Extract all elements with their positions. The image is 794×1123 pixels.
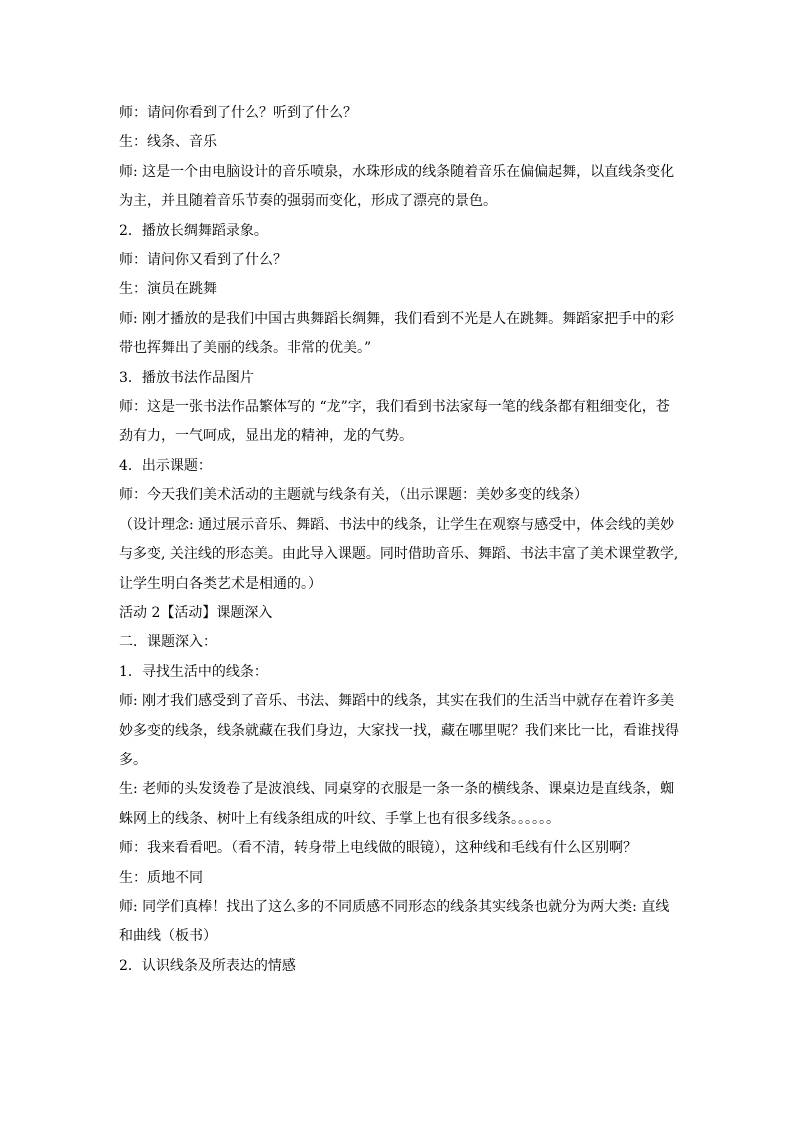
text-line: 3．播放书法作品图片 <box>119 369 254 386</box>
text-line: 多。 <box>119 751 147 768</box>
text-line: 师: 刚才我们感受到了音乐、书法、舞蹈中的线条，其实在我们的生活当中就存在着许多美 <box>119 693 675 710</box>
text-line: 师：这是一张书法作品繁体写的 “龙”字，我们看到书法家每一笔的线条都有粗细变化，苍 <box>119 399 670 416</box>
text-line: 带也挥舞出了美丽的线条。非常的优美。” <box>119 340 372 357</box>
text-line: 生：质地不同 <box>119 869 203 886</box>
text-line: 妙多变的线条，线条就藏在我们身边，大家找一找，藏在哪里呢？我们来比一比，看谁找得 <box>119 722 679 739</box>
text-line: 师: 同学们真棒！找出了这么多的不同质感不同形态的线条其实线条也就分为两大类: 直线 <box>119 898 670 915</box>
text-line: 师：请问你又看到了什么？ <box>119 252 287 269</box>
text-line: 二．课题深入： <box>119 634 217 651</box>
text-line: 师：今天我们美术活动的主题就与线条有关，（出示课题：美妙多变的线条） <box>119 487 588 504</box>
text-line: 师: 刚才播放的是我们中国古典舞蹈长绸舞，我们看到不光是人在跳舞。舞蹈家把手中的彩 <box>119 310 675 327</box>
text-line: 为主，并且随着音乐节奏的强弱而变化，形成了漂亮的景色。 <box>119 193 497 210</box>
text-line: 活动 2【活动】课题深入 <box>119 604 273 621</box>
text-line: 生：演员在跳舞 <box>119 281 217 298</box>
text-line: 生: 老师的头发烫卷了是波浪线、同桌穿的衣服是一条一条的横线条、课桌边是直线条，蜘 <box>119 781 675 798</box>
text-line: 2．认识线条及所表达的情感 <box>119 957 296 974</box>
document-page <box>119 99 679 981</box>
text-line: 蛛网上的线条、树叶上有线条组成的叶纹、手掌上也有很多线条。。。。。。 <box>119 810 560 827</box>
text-line: 和曲线（板书） <box>119 928 217 945</box>
text-line: 让学生明白各类艺术是相通的。） <box>119 575 322 592</box>
text-line: 师：请问你看到了什么？听到了什么？ <box>119 105 357 121</box>
text-line: （设计理念: 通过展示音乐、舞蹈、书法中的线条，让学生在观察与感受中，体会线的美妙 <box>119 516 675 533</box>
text-line: 2．播放长绸舞蹈录象。 <box>119 222 268 239</box>
text-line: 与多变, 关注线的形态美。由此导入课题。同时借助音乐、舞蹈、书法丰富了美术课堂教学, <box>119 546 679 563</box>
text-line: 4．出示课题： <box>119 457 212 474</box>
text-line: 师: 这是一个由电脑设计的音乐喷泉，水珠形成的线条随着音乐在偏偏起舞，以直线条变化 <box>119 163 675 180</box>
text-line: 生：线条、音乐 <box>119 134 217 151</box>
text-line: 1．寻找生活中的线条： <box>119 663 268 680</box>
text-line: 师：我来看看吧。（看不清，转身带上电线做的眼镜），这种线和毛线有什么区别啊？ <box>119 840 637 857</box>
text-line: 劲有力，一气呵成，显出龙的精神，龙的气势。 <box>119 428 413 445</box>
